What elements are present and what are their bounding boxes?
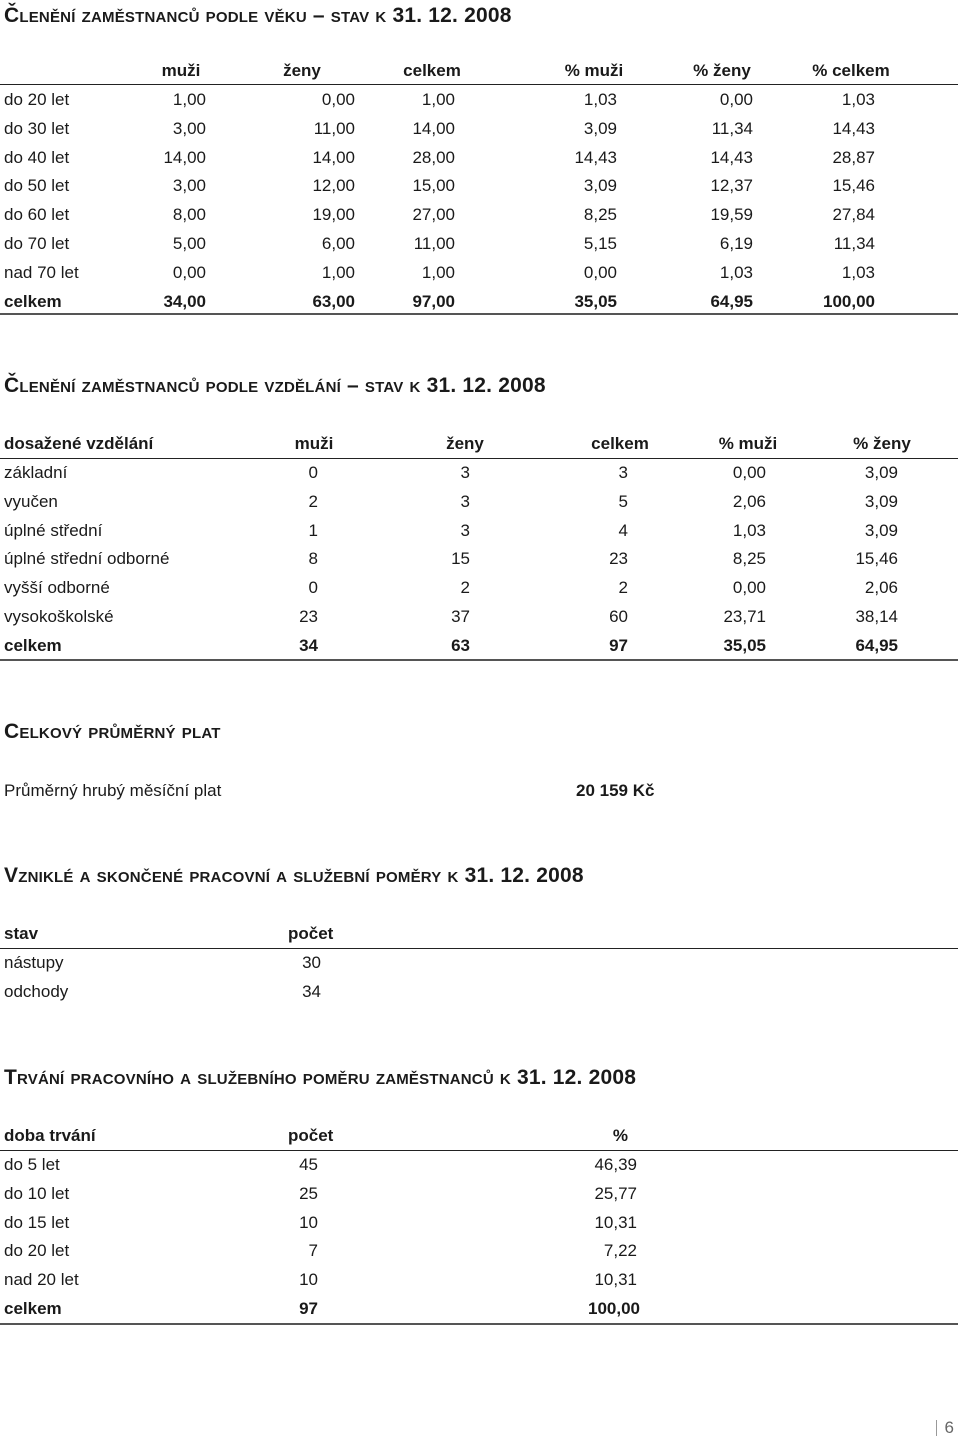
duration-bottom-rule <box>0 1323 958 1325</box>
age-cell: 8,25 <box>583 205 617 225</box>
duration-cell: 7,22 <box>603 1241 637 1261</box>
salary-section-title: Celkový průměrný plat <box>4 720 221 743</box>
age-cell: 1,00 <box>421 262 455 282</box>
age-col-header: ženy <box>283 61 321 80</box>
education-col-header: % muži <box>718 434 778 453</box>
education-row-label: vyšší odborné <box>4 578 110 598</box>
duration-header-rule <box>0 1150 958 1151</box>
age-cell: 1,03 <box>583 90 617 109</box>
education-col-header: muži <box>294 434 334 453</box>
age-cell: 15,00 <box>412 176 455 196</box>
age-total-label: celkem <box>4 291 62 311</box>
age-cell: 1,03 <box>841 262 875 282</box>
contracts-header-rule <box>0 948 958 949</box>
age-cell: 5,00 <box>172 234 206 253</box>
duration-row-label: nad 20 let <box>4 1270 79 1290</box>
age-row-label: nad 70 let <box>4 262 79 282</box>
age-cell: 0,00 <box>172 262 206 282</box>
duration-cell: 10 <box>299 1270 318 1290</box>
duration-cell: 7 <box>308 1241 318 1261</box>
age-cell: 14,00 <box>312 147 355 167</box>
education-cell: 3 <box>618 463 628 482</box>
age-header-rule <box>0 84 958 85</box>
duration-cell: 10,31 <box>594 1212 637 1232</box>
age-cell: 14,43 <box>710 147 753 167</box>
age-cell: 3,09 <box>583 118 617 138</box>
duration-col-header: doba trvání <box>4 1126 96 1145</box>
age-cell: 1,00 <box>172 90 206 109</box>
duration-cell: 45 <box>299 1155 318 1174</box>
education-row-label: vysokoškolské <box>4 607 114 626</box>
duration-total-cell: 100,00 <box>588 1299 640 1318</box>
age-col-header: muži <box>161 61 201 80</box>
contracts-col-header: stav <box>4 924 39 943</box>
education-col-header: ženy <box>446 434 484 453</box>
age-row-label: do 70 let <box>4 234 70 253</box>
age-row-label: do 60 let <box>4 205 70 225</box>
age-cell: 28,87 <box>832 147 875 167</box>
age-row-label: do 30 let <box>4 118 70 138</box>
age-cell: 6,00 <box>321 234 355 253</box>
education-cell: 23,71 <box>723 607 766 626</box>
age-cell: 11,00 <box>313 118 355 138</box>
education-total-label: celkem <box>4 635 62 655</box>
education-cell: 23 <box>609 549 628 569</box>
duration-col-header: % <box>612 1126 628 1145</box>
duration-col-header: počet <box>288 1126 334 1145</box>
age-cell: 1,03 <box>719 262 753 282</box>
education-cell: 0 <box>308 463 318 482</box>
age-total-cell: 63,00 <box>312 291 355 311</box>
age-cell: 3,00 <box>172 176 206 196</box>
duration-total-cell: 97 <box>299 1299 318 1318</box>
education-cell: 60 <box>609 607 628 626</box>
education-cell: 23 <box>299 607 318 626</box>
education-cell: 3 <box>460 491 470 511</box>
education-cell: 15 <box>451 549 470 569</box>
age-cell: 0,00 <box>321 90 355 109</box>
education-cell: 8,25 <box>732 549 766 569</box>
age-cell: 27,84 <box>832 205 875 225</box>
age-bottom-rule <box>0 313 958 315</box>
education-cell: 8 <box>308 549 318 569</box>
education-cell: 3 <box>460 463 470 482</box>
education-row-label: úplné střední <box>4 520 103 540</box>
education-total-cell: 63 <box>451 635 470 655</box>
education-col-header: celkem <box>591 434 649 453</box>
education-cell: 4 <box>618 520 628 540</box>
age-cell: 1,03 <box>841 90 875 109</box>
education-total-cell: 34 <box>299 635 318 655</box>
education-cell: 1 <box>308 520 318 540</box>
contracts-section-title: Vzniklé a skončené pracovní a služební poměry k 31. 12. 2008 <box>4 864 584 887</box>
education-cell: 1,03 <box>732 520 766 540</box>
duration-row-label: do 10 let <box>4 1183 70 1203</box>
duration-cell: 25,77 <box>594 1183 637 1203</box>
page-number: 6 <box>936 1420 954 1436</box>
education-cell: 0,00 <box>732 578 766 598</box>
age-total-cell: 35,05 <box>574 291 617 311</box>
education-total-cell: 64,95 <box>855 635 898 655</box>
age-cell: 0,00 <box>719 90 753 109</box>
age-cell: 1,00 <box>421 90 455 109</box>
contracts-cell: 34 <box>302 982 321 1001</box>
education-cell: 2 <box>618 578 628 598</box>
education-cell: 5 <box>618 491 628 511</box>
age-cell: 12,00 <box>312 176 355 196</box>
contracts-row-label: odchody <box>4 982 69 1001</box>
age-row-label: do 50 let <box>4 176 70 196</box>
age-cell: 8,00 <box>172 205 206 225</box>
education-cell: 2 <box>308 491 318 511</box>
age-cell: 0,00 <box>583 262 617 282</box>
education-cell: 0 <box>308 578 318 598</box>
education-cell: 3,09 <box>864 463 898 482</box>
education-row-label: úplné střední odborné <box>4 549 170 569</box>
age-col-header: % celkem <box>812 61 890 80</box>
education-cell: 15,46 <box>855 549 898 569</box>
education-total-cell: 35,05 <box>723 635 766 655</box>
age-cell: 11,34 <box>833 234 875 253</box>
age-cell: 1,00 <box>321 262 355 282</box>
age-cell: 12,37 <box>710 176 753 196</box>
education-col-header: % ženy <box>853 434 911 453</box>
duration-total-label: celkem <box>4 1299 62 1318</box>
age-total-cell: 100,00 <box>823 291 875 311</box>
duration-section-title: Trvání pracovního a služebního poměru zaměstnanců k 31. 12. 2008 <box>4 1066 637 1089</box>
education-cell: 2 <box>460 578 470 598</box>
age-total-cell: 97,00 <box>412 291 455 311</box>
duration-row-label: do 5 let <box>4 1155 60 1174</box>
education-cell: 3 <box>460 520 470 540</box>
education-section-title: Členění zaměstnanců podle vzdělání – stav k 31. 12. 2008 <box>4 374 546 397</box>
age-col-header: celkem <box>403 61 461 80</box>
education-col-header: dosažené vzdělání <box>4 434 154 453</box>
age-cell: 3,09 <box>583 176 617 196</box>
age-cell: 14,00 <box>412 118 455 138</box>
education-cell: 3,09 <box>864 491 898 511</box>
age-cell: 14,00 <box>163 147 206 167</box>
age-cell: 3,00 <box>172 118 206 138</box>
age-section-title: Členění zaměstnanců podle věku – stav k 31. 12. 2008 <box>4 4 512 27</box>
age-cell: 5,15 <box>583 234 617 253</box>
contracts-cell: 30 <box>302 953 321 972</box>
duration-cell: 25 <box>299 1183 318 1203</box>
education-cell: 38,14 <box>855 607 898 626</box>
duration-row-label: do 20 let <box>4 1241 70 1261</box>
age-total-cell: 34,00 <box>163 291 206 311</box>
education-cell: 37 <box>451 607 470 626</box>
salary-label: Průměrný hrubý měsíční plat <box>4 781 222 800</box>
education-cell: 2,06 <box>732 491 766 511</box>
contracts-row-label: nástupy <box>4 953 64 972</box>
age-cell: 15,46 <box>832 176 875 196</box>
age-cell: 19,59 <box>710 205 753 225</box>
age-cell: 6,19 <box>719 234 753 253</box>
age-row-label: do 40 let <box>4 147 70 167</box>
education-header-rule <box>0 458 958 459</box>
age-col-header: % ženy <box>693 61 751 80</box>
age-cell: 19,00 <box>312 205 355 225</box>
duration-row-label: do 15 let <box>4 1212 70 1232</box>
duration-cell: 10 <box>299 1212 318 1232</box>
age-total-cell: 64,95 <box>710 291 753 311</box>
age-cell: 11,34 <box>711 118 753 138</box>
age-cell: 28,00 <box>412 147 455 167</box>
age-col-header: % muži <box>564 61 624 80</box>
salary-value: 20 159 Kč <box>576 781 655 800</box>
contracts-col-header: počet <box>288 924 334 943</box>
education-row-label: vyučen <box>4 491 58 511</box>
duration-cell: 10,31 <box>594 1270 637 1290</box>
age-cell: 11,00 <box>413 234 455 253</box>
education-cell: 0,00 <box>732 463 766 482</box>
age-row-label: do 20 let <box>4 90 70 109</box>
education-bottom-rule <box>0 659 958 661</box>
education-cell: 2,06 <box>864 578 898 598</box>
age-cell: 14,43 <box>574 147 617 167</box>
age-cell: 14,43 <box>832 118 875 138</box>
education-total-cell: 97 <box>609 635 628 655</box>
education-cell: 3,09 <box>864 520 898 540</box>
education-row-label: základní <box>4 463 68 482</box>
duration-cell: 46,39 <box>594 1155 637 1174</box>
age-cell: 27,00 <box>412 205 455 225</box>
